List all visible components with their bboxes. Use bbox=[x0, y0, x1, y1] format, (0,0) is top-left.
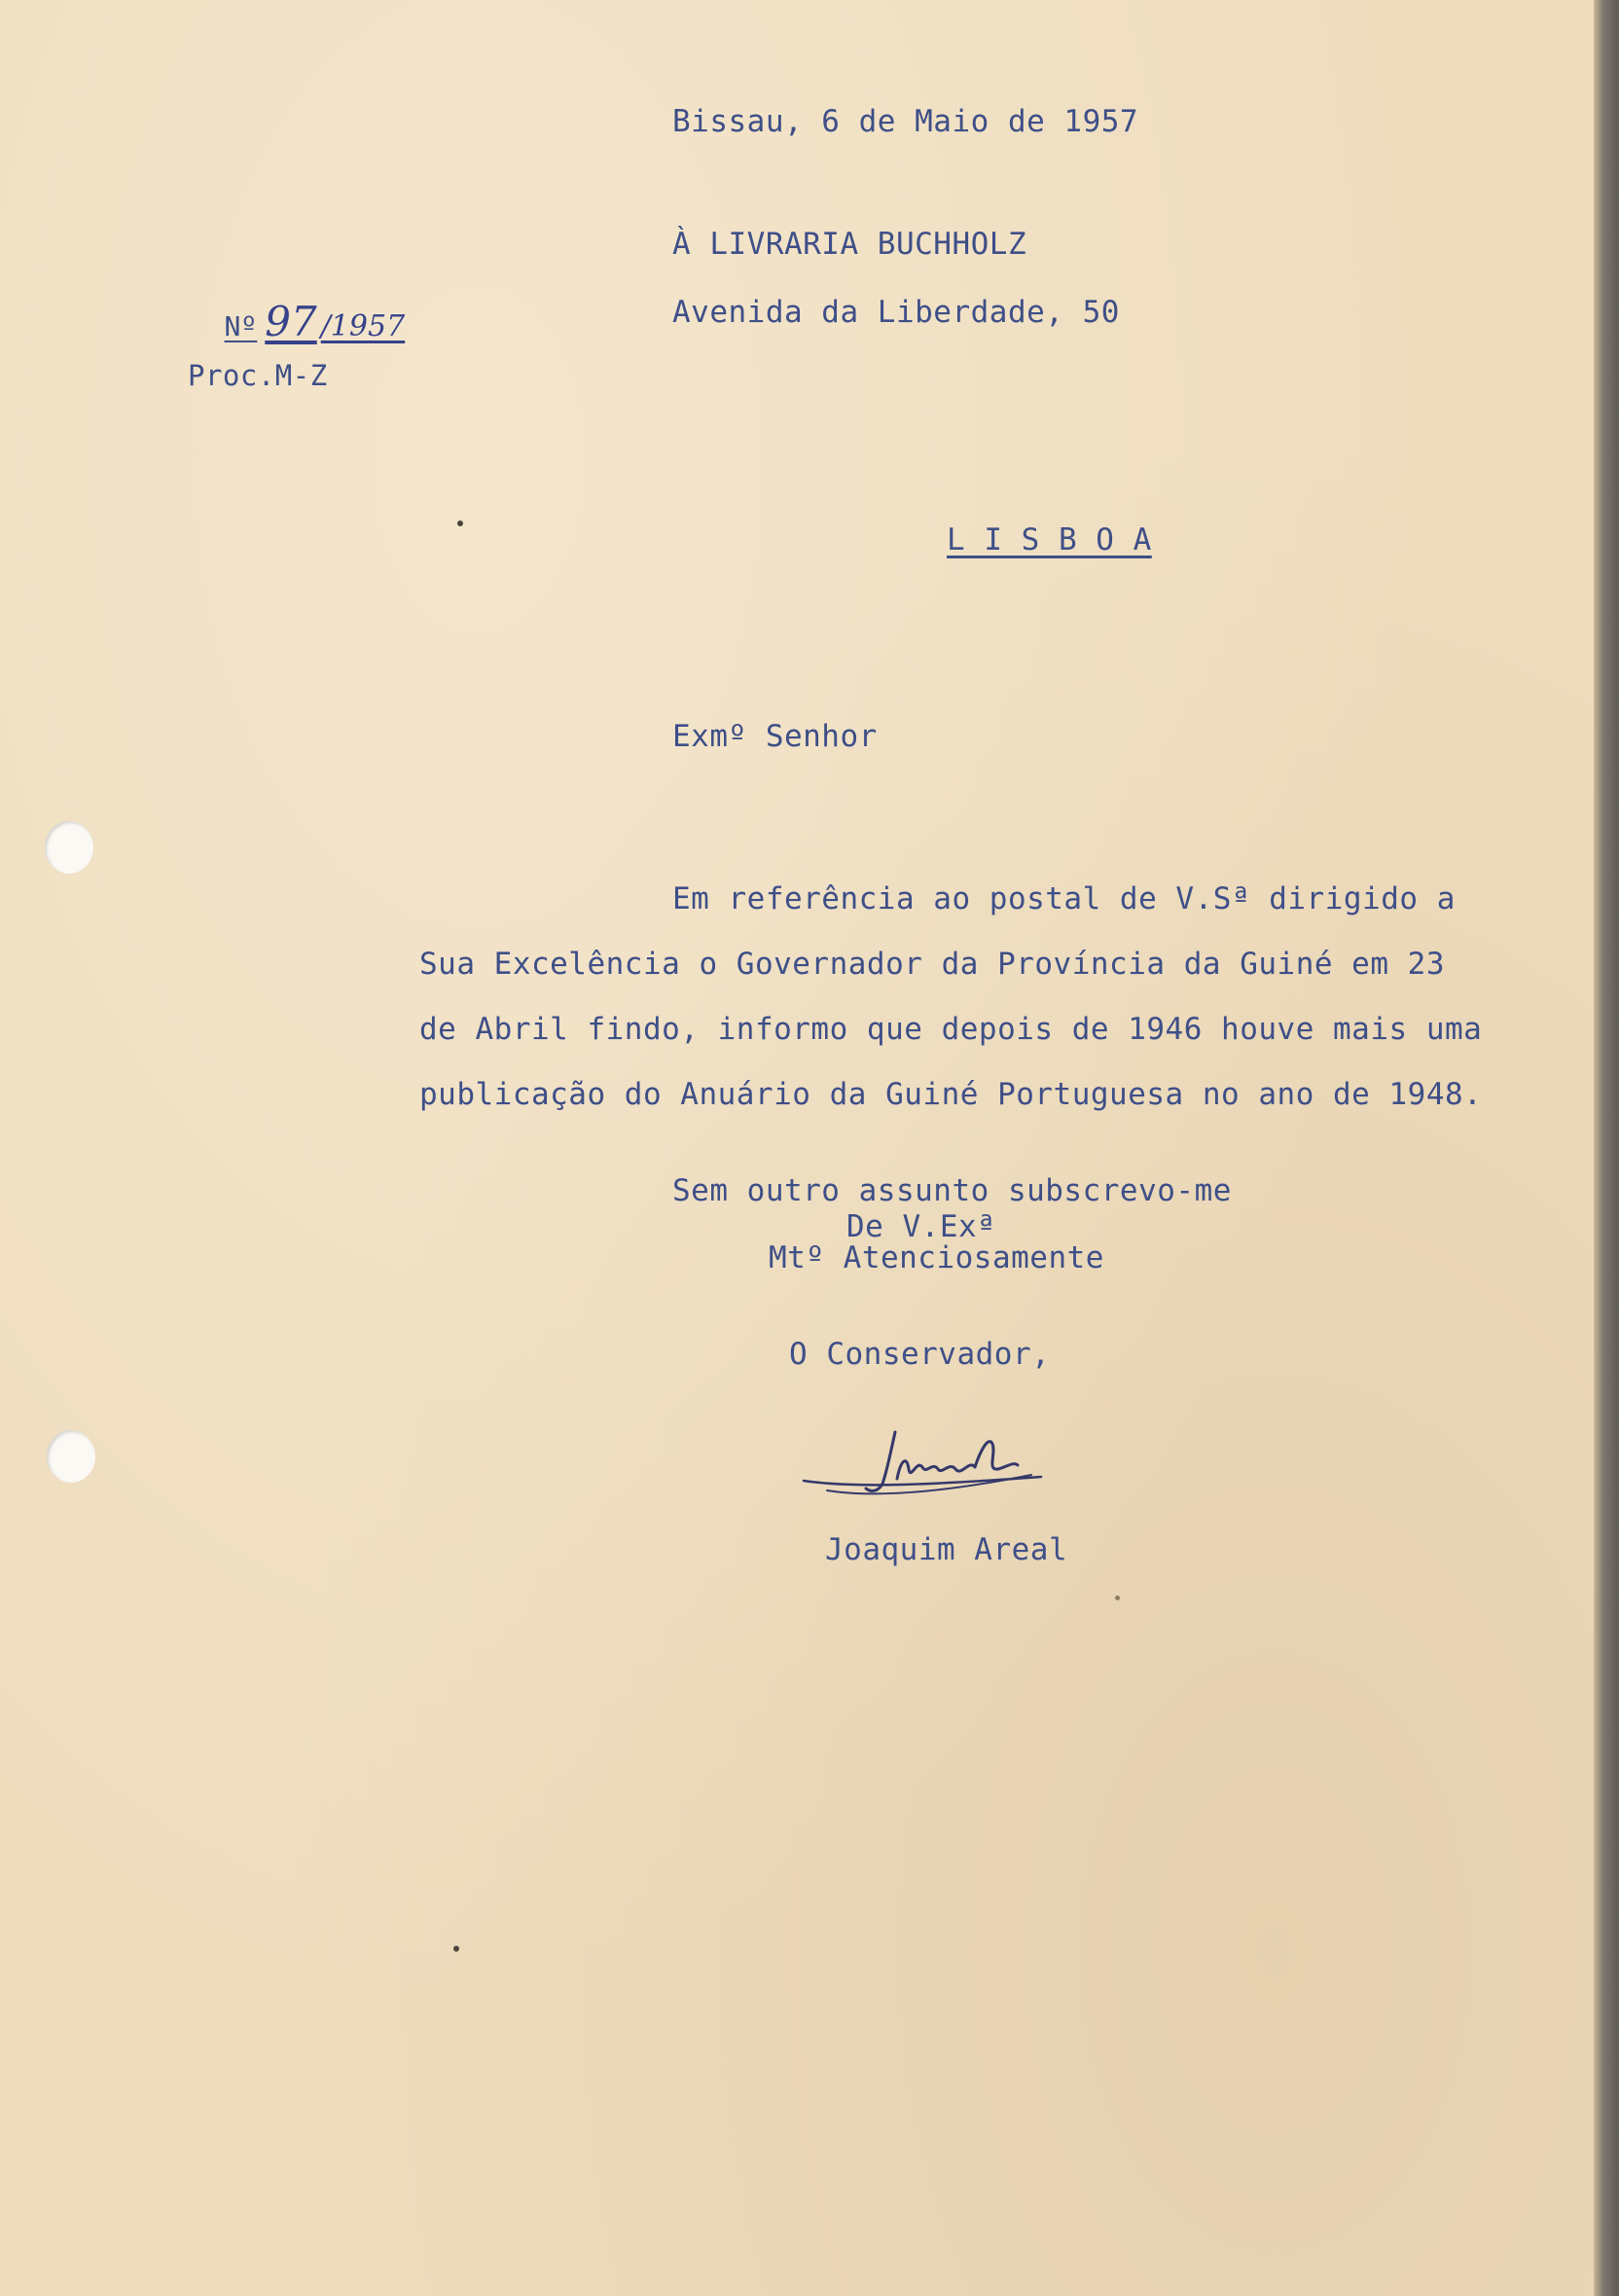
scan-edge bbox=[1594, 0, 1619, 2296]
closing-line: Mtº Atenciosamente bbox=[769, 1240, 1104, 1275]
letter-date: Bissau, 6 de Maio de 1957 bbox=[672, 104, 1139, 139]
closing-line: De V.Exª bbox=[846, 1209, 996, 1244]
closing-line: Sem outro assunto subscrevo-me bbox=[672, 1173, 1232, 1208]
reference-number-value: 97 bbox=[265, 298, 317, 345]
recipient-name: À LIVRARIA BUCHHOLZ bbox=[672, 227, 1027, 262]
body-line: Sua Excelência o Governador da Província da Guiné em 23 bbox=[419, 947, 1445, 982]
signatory-name: Joaquim Areal bbox=[825, 1532, 1068, 1567]
paper-speck bbox=[457, 520, 463, 526]
paper-speck bbox=[453, 1946, 459, 1952]
process-code: Proc.M-Z bbox=[188, 359, 328, 392]
recipient-city: L I S B O A bbox=[947, 522, 1152, 557]
body-line: Em referência ao postal de V.Sª dirigido a bbox=[672, 881, 1456, 916]
punch-hole-bottom bbox=[47, 1430, 95, 1483]
reference-number-prefix: Nº bbox=[224, 310, 258, 342]
reference-number-year: /1957 bbox=[320, 309, 406, 343]
recipient-address: Avenida da Liberdade, 50 bbox=[672, 295, 1120, 330]
salutation: Exmº Senhor bbox=[672, 719, 878, 754]
punch-hole-top bbox=[45, 821, 93, 874]
paper-speck bbox=[1115, 1596, 1120, 1600]
body-line: publicação do Anuário da Guiné Portuguesa no ano de 1948. bbox=[419, 1077, 1483, 1112]
signatory-title: O Conservador, bbox=[789, 1337, 1051, 1372]
handwritten-signature bbox=[798, 1420, 1070, 1518]
body-line: de Abril findo, informo que depois de 1946 houve mais uma bbox=[419, 1012, 1483, 1047]
reference-number bbox=[187, 286, 405, 358]
